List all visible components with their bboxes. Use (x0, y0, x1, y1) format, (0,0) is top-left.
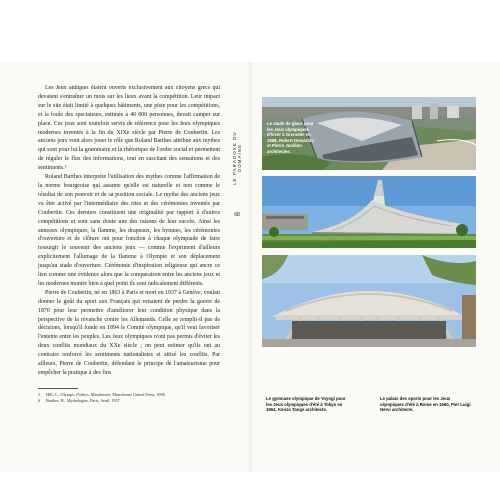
book-gutter (249, 62, 252, 472)
paragraph: Pierre de Coubertin, né en 1863 à Paris et mort en 1937 à Genève, voulait donner le goût du sport aux Français qui venaient de perdre la guerre de 1870 pour leur permettre d'améliorer leur condition physique dans la perspective de la revanche contre les Allemands. Celle se remplit-il pas de décisions, lorsqu'il fonde en 1894 le Comité olympique, qu'il veut favoriser l'entente entre les peuples. Les Jeux olympiques n'ont pas permis d'éviter les deux conflits mondiaux du XXe siècle ; on peut estimer qu'ils ont au contraire renforcé les sentiments nationalistes et attisé les conflits. Par ailleurs, Pierre de Coubertin, défendant le principe de l'amateurisme pour empêcher la pratique à des fins (38, 289, 220, 376)
footnote-number: 5 (38, 392, 41, 397)
body-text (38, 84, 220, 378)
photo-caption: Le stade de glace pour les Jeux olympiques d'hiver à Grenoble en 1968, Robert Demartini et Pierre Junillon architectes. (267, 121, 314, 154)
paragraph: Les Jeux antiques étaient ouverts exclusivement aux citoyens grecs qui devaient s'entraîner un mois sur les lieux avant la compétition. Leur impact sur le site était limité à quelques bâtiments, une piste pour les compétitions, et la foule des spectateurs, estimée à 40 000 personnes, devait camper sur place. Ces jeux sont toutefois servis de référence pour les Jeux olympiques modernes inventés à la fin du XIXe siècle par Pierre de Coubertin. Les anciens jeux vont alors jouer le rôle que Roland Barthes attribue aux mythes qui sont pour lui la grammaire et la rhétorique de l'ordre social et permettent de réguler le flux des informations, tout en suscitant des sensations et des sentiments.⁵ (38, 85, 220, 172)
running-head: LE PARADOXE DU DOMAINE (232, 131, 242, 185)
rome-palazzo-sport-photo (262, 255, 476, 347)
footnote-number: 6 (38, 398, 41, 404)
footnote (38, 398, 220, 404)
page-number: 68 (234, 212, 240, 218)
footnote-rule (38, 388, 78, 389)
photo-caption: Le palais des sports pour les Jeux olympiques d'été à Rome en 1960, Pier Luigi Nervi architecte. (380, 396, 471, 413)
yoyogi-gymnasium-photo (262, 176, 476, 248)
footnote-text: Hill, C., Olympic Politics, Manchester, Manchester United Press, 1996. (46, 392, 166, 397)
paragraph: Roland Barthes interprète l'utilisation des mythes comme l'affirmation de la norme bourgeoise qui assume qu'elle est naturelle et non comme le résultat de son pouvoir et de sa position sociale. Le mythe des anciens jeux va être activé par l'intermédiaire des rites et des cérémonies inventés par Coubertin. Ces derniers constituent une originalité par rapport à d'autres compétitions et sont sans doute une des raisons de leur succès. Ainsi les anneaux olympiques, la flamme, les drapeaux, les hymnes, les cérémonies d'ouverture et de clôture ont pour fonction à chaque olympiade de faire ressurgir le souvenir des anciens jeux — comme l'expriment d'ailleurs explicitement l'allumage de la flamme à Olympie et son déplacement jusqu'au stade d'ouverture. Cérémonie d'inspiration religieuse qui ancre ce lien comme une évidence alors que la comparaison entre les anciens jeux et les modernes montre bien à quel point ils sont radicalement différents. (38, 174, 220, 287)
footnotes (38, 388, 220, 405)
photo-caption: Le gymnase olympique de Yoyogi pour les Jeux olympiques d'été à Tokyo en 1964, Kenzo Tange architecte. (266, 396, 346, 413)
footnote-text: Barthes, R., Mythologies, Paris, Seuil, 1957. (46, 398, 121, 404)
